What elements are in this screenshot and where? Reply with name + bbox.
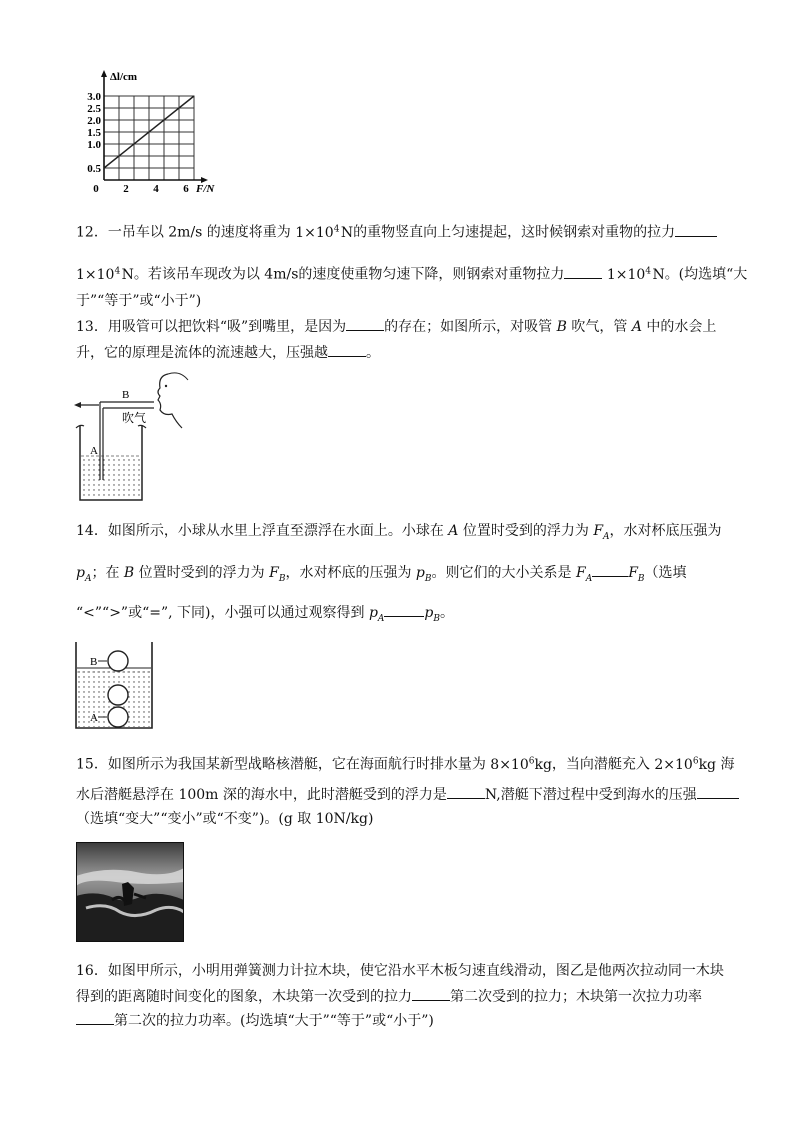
question-number: 12． bbox=[76, 224, 108, 241]
answer-blank[interactable] bbox=[564, 266, 602, 279]
answer-blank[interactable] bbox=[76, 1012, 114, 1025]
q13-line-2: 升，它的原理是流体的流速越大，压强越 。 bbox=[76, 345, 380, 361]
answer-blank[interactable] bbox=[697, 786, 739, 799]
mass-value: $2\times 10^6kg$ bbox=[654, 756, 717, 773]
y-tick-label: 3.0 bbox=[87, 91, 101, 103]
answer-blank[interactable] bbox=[592, 564, 628, 577]
spring-extension-graph bbox=[74, 68, 234, 196]
question-number: 16． bbox=[76, 963, 108, 979]
q12-line-3: 于”“等于”或“小于”) bbox=[76, 293, 202, 309]
answer-blank[interactable] bbox=[328, 344, 366, 357]
q16-line-2: 得到的距离随时间变化的图象，木块第一次受到的拉力 第二次受到的拉力；木块第一次拉力功率 bbox=[76, 989, 702, 1005]
straw-beaker-figure bbox=[72, 368, 192, 504]
answer-blank[interactable] bbox=[384, 604, 424, 617]
y-axis-arrow-icon bbox=[101, 70, 107, 77]
q12-line-2: $1\times 10^4$ N。若该吊车现改为以 4m/s的速度使重物匀速下降，则钢索对重物拉力 $1\times 10^4$ N。(均选填“大 bbox=[76, 266, 748, 283]
q16-line-3: 第二次的拉力功率。(均选填“大于”“等于”或“小于”) bbox=[76, 1012, 434, 1030]
force-value: $1\times 10^4$ N bbox=[76, 266, 134, 283]
submarine-photo bbox=[76, 842, 184, 942]
graph-grid bbox=[104, 96, 194, 180]
y-tick-label: 2.5 bbox=[87, 103, 101, 115]
ball-b bbox=[108, 651, 128, 671]
q14-line-1: 14．如图所示，小球从水里上浮直至漂浮在水面上。小球在 A 位置时受到的浮力为 $F_A$，水对杯底压强为 bbox=[76, 523, 722, 542]
q12-line-1: 12．一吊车以 2m/s 的速度将重为 $1\times 10^4$ N的重物竖直向上匀速提起，这时候钢索对重物的拉力 bbox=[76, 220, 717, 242]
q15-line-1: 15．如图所示为我国某新型战略核潜艇，它在海面航行时排水量为 $8\times 10^6kg$，当向潜艇充入 $2\times 10^6kg$ 海 bbox=[76, 756, 735, 773]
floating-ball-figure bbox=[72, 640, 156, 732]
q15-line-3: （选填“变大”“变小”或“不变”)。(g 取 10N/kg) bbox=[76, 811, 374, 827]
x-axis-label: F/N bbox=[196, 183, 215, 195]
question-number: 15． bbox=[76, 756, 108, 773]
mass-value: $8\times 10^6kg$ bbox=[490, 756, 552, 773]
x-tick-label: 4 bbox=[153, 183, 159, 195]
y-tick-label: 1.0 bbox=[87, 139, 101, 151]
x-tick-label: 6 bbox=[183, 183, 189, 195]
q15-line-2: 水后潜艇悬浮在 100m 深的海水中，此时潜艇受到的浮力是 N,潜艇下潜过程中受到海水的压强 bbox=[76, 786, 739, 804]
q16-line-1: 16．如图甲所示，小明用弹簧测力计拉木块，使它沿水平木板匀速直线滑动，图乙是他两次拉动同一木块 bbox=[76, 963, 724, 979]
ball-a bbox=[108, 707, 128, 727]
figure-label-b: B bbox=[90, 656, 98, 668]
answer-blank[interactable] bbox=[447, 786, 485, 799]
y-axis-label: Δl/cm bbox=[110, 71, 138, 83]
force-value: $1\times 10^4$ N bbox=[295, 224, 354, 241]
figure-label-blow: 吹气 bbox=[122, 411, 147, 425]
answer-blank[interactable] bbox=[346, 318, 384, 331]
question-number: 14． bbox=[76, 523, 108, 539]
figure-label-b: B bbox=[122, 389, 130, 401]
water bbox=[81, 456, 141, 499]
x-tick-label: 2 bbox=[123, 183, 129, 195]
q14-line-2: $p_A$；在 B 位置时受到的浮力为 $F_B$，水对杯底的压强为 $p_B$。则它们的大小关系是 $F_A$ $F_B$（选填 bbox=[76, 565, 687, 584]
answer-blank[interactable] bbox=[675, 224, 717, 237]
arrow-left-icon bbox=[74, 402, 81, 408]
q14-line-3: “<”“>”或“=”, 下同)，小强可以通过观察得到 $p_A$ $p_B$。 bbox=[76, 605, 455, 624]
force-value: $1\times 10^4$ N bbox=[606, 266, 665, 283]
y-tick-label: 2.0 bbox=[87, 115, 101, 127]
y-tick-label: 1.5 bbox=[87, 127, 101, 139]
question-number: 13． bbox=[76, 319, 108, 335]
y-tick-label: 0.5 bbox=[87, 163, 101, 175]
figure-label-a: A bbox=[90, 712, 98, 724]
figure-label-a: A bbox=[90, 445, 98, 457]
face-icon bbox=[158, 374, 182, 428]
ball-middle bbox=[108, 685, 128, 705]
q13-line-1: 13．用吸管可以把饮料“吸”到嘴里，是因为 的存在；如图所示，对吸管 B 吹气，管 A 中的水会上 bbox=[76, 319, 717, 335]
x-tick-label: 0 bbox=[93, 183, 99, 195]
answer-blank[interactable] bbox=[412, 988, 450, 1001]
